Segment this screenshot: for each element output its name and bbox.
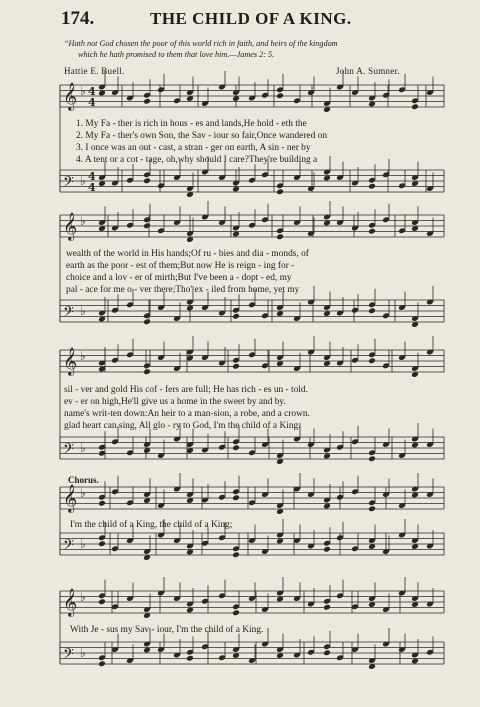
flat-icon: ♭ <box>80 590 86 604</box>
hymn-number: 174. <box>61 8 95 29</box>
notehead <box>232 494 240 501</box>
flat-icon: ♭ <box>80 646 86 660</box>
flat-icon: ♭ <box>80 537 86 551</box>
notehead <box>232 444 240 451</box>
notehead <box>276 92 284 99</box>
system2-verse2: earth as the poor - est of them;But now He is reign - ing for - <box>66 261 295 271</box>
time-signature-digit: 4 <box>88 96 96 109</box>
time-signature-digit: 4 <box>88 170 96 183</box>
system3-verse2: ev - er on high,He'll give us a home in the sweet by and by. <box>64 397 286 407</box>
notehead <box>143 98 151 105</box>
system1-verse1: 1. My Fa - ther is rich in hous - es and lands,He hold - eth the <box>76 119 307 129</box>
notehead <box>323 649 331 656</box>
system1-verse2: 2. My Fa - ther's own Son, the Sav - iour so fair,Once wandered on <box>76 131 328 141</box>
notehead <box>232 609 240 616</box>
chorus-label: Chorus. <box>68 475 99 485</box>
notehead <box>143 177 151 184</box>
bass-clef-icon: 𝄢 <box>63 537 74 557</box>
notehead <box>323 604 331 611</box>
scripture-epigraph-line-1: “Hath not God chosen the poor of this world rich in faith, and heirs of the kingdom <box>64 39 338 48</box>
notehead <box>98 598 106 605</box>
flat-icon: ♭ <box>80 349 86 363</box>
scripture-epigraph-line-2: which he hath promised to them that love him.—James 2: 5. <box>78 50 275 59</box>
notehead <box>143 368 151 375</box>
notehead <box>143 318 151 325</box>
notehead <box>232 551 240 558</box>
system2-verse1: wealth of the world in His hands;Of ru - bies and dia - monds, of <box>66 249 309 259</box>
bass-clef-icon: 𝄢 <box>63 441 74 461</box>
system3-verse3: name's writ-ten down:An heir to a man-sion, a robe, and a crown. <box>64 409 310 419</box>
bass-clef-icon: 𝄢 <box>63 646 74 666</box>
system2-verse3: choice and a lov - er of mirth;But I've been a - dopt - ed, my <box>66 273 292 283</box>
time-signature-digit: 4 <box>88 85 96 98</box>
notehead <box>368 455 376 462</box>
notehead <box>368 183 376 190</box>
composer-credit: John A. Sumner. <box>336 66 401 76</box>
flat-icon: ♭ <box>80 174 86 188</box>
notehead <box>186 655 194 662</box>
treble-clef-icon: 𝄞 <box>63 588 78 616</box>
system2-verse4: pal - ace for me o - ver there;Tho' ex - iled from home, yet my <box>66 285 300 295</box>
notehead <box>232 363 240 370</box>
hymn-title: THE CHILD OF A KING. <box>150 9 352 28</box>
lyricist-credit: Hattie E. Buell. <box>64 66 125 76</box>
notehead <box>276 188 284 195</box>
treble-clef-icon: 𝄞 <box>63 484 78 512</box>
flat-icon: ♭ <box>80 214 86 228</box>
notehead <box>368 228 376 235</box>
bass-clef-icon: 𝄢 <box>63 304 74 324</box>
notehead <box>232 313 240 320</box>
system3-verse1: sil - ver and gold His cof - fers are full; He has rich - es un - told. <box>64 385 308 395</box>
notehead <box>411 103 419 110</box>
notehead <box>368 307 376 314</box>
system1-verse4: 4. A tent or a cot - tage, oh,why should I care?They're building a <box>76 155 318 165</box>
time-signature-digit: 4 <box>88 181 96 194</box>
treble-clef-icon: 𝄞 <box>63 212 78 240</box>
system1-verse3: 3. I once was an out - cast, a stran - ger on earth, A sin - ner by <box>76 143 311 153</box>
chorus-lyric-line-1: I'm the child of a King, the child of a King; <box>70 520 233 530</box>
flat-icon: ♭ <box>80 486 86 500</box>
notehead <box>98 540 106 547</box>
bass-clef-icon: 𝄢 <box>63 174 74 194</box>
notehead <box>323 546 331 553</box>
flat-icon: ♭ <box>80 84 86 98</box>
treble-clef-icon: 𝄞 <box>63 347 78 375</box>
notehead <box>368 357 376 364</box>
system3-verse4: glad heart can sing, All glo - ry to God, I'm the child of a King. <box>64 421 301 431</box>
chorus-lyric-line-2: With Je - sus my Sav - iour, I'm the child of a King. <box>70 625 264 635</box>
notehead <box>98 660 106 667</box>
notehead <box>98 500 106 507</box>
flat-icon: ♭ <box>80 441 86 455</box>
notehead <box>143 222 151 229</box>
treble-clef-icon: 𝄞 <box>63 82 78 110</box>
flat-icon: ♭ <box>80 304 86 318</box>
notehead <box>276 233 284 240</box>
notehead <box>368 505 376 512</box>
